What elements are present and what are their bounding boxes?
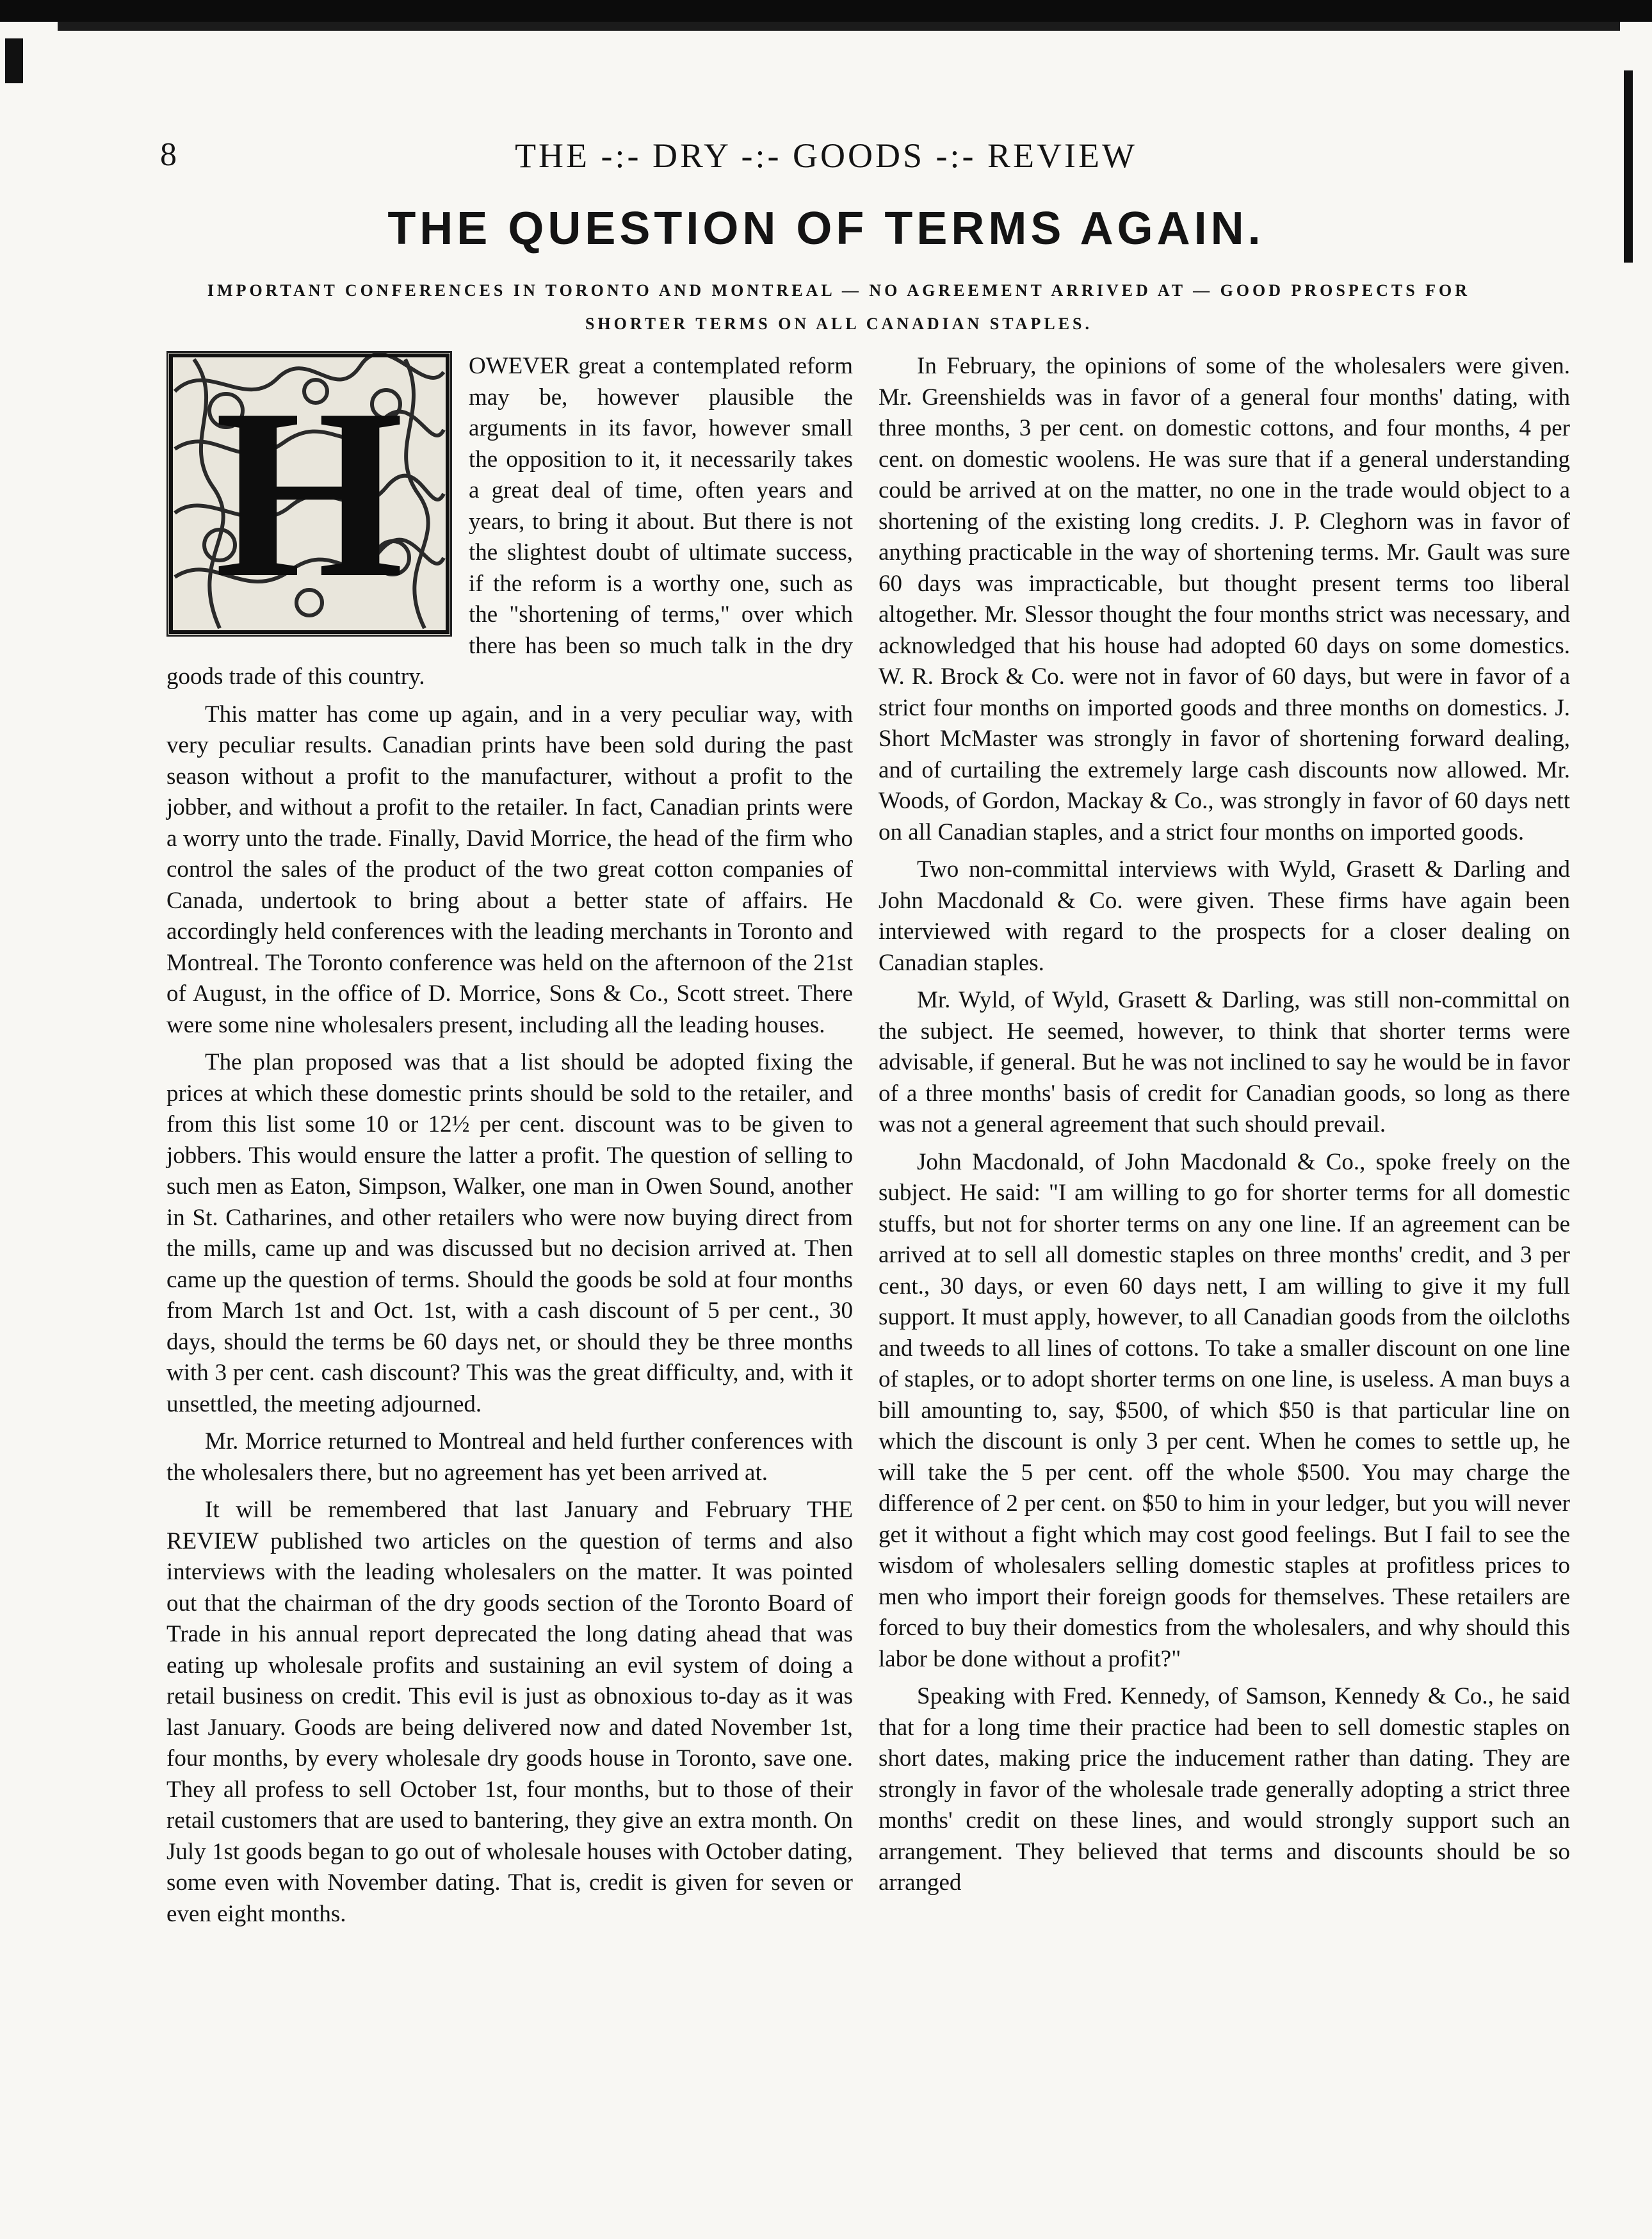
drop-cap-letter: H: [215, 359, 404, 628]
page-number: 8: [160, 136, 177, 173]
article-column-right: [879, 351, 1570, 1905]
article-paragraph: Two non-committal interviews with Wyld, Grasett & Darling and John Macdonald & Co. were given. These firms have again been interviewed with regard to the prospects for a closer dealing on Canadian staples.: [879, 856, 1570, 976]
article-paragraph: Mr. Wyld, of Wyld, Grasett & Darling, was still non-committal on the subject. He seemed, however, to think that shorter terms were advisable, if general. But he was not inclined to say he would be in favor of a three months' basis of credit for Canadian goods, so long as there was not a general agreement that such should prevail.: [879, 987, 1570, 1137]
running-header: THE -:- DRY -:- GOODS -:- REVIEW: [515, 136, 1137, 175]
article-paragraph: This matter has come up again, and in a very peculiar way, with very peculiar results. Canadian prints have been sold during the past season without a profit to the manufacturer, without a profit to the jobber, and without a profit to the retailer. In fact, Canadian prints were a worry unto the trade. Finally, David Morrice, the head of the firm who control the sales of the product of the two great cotton companies of Canada, undertook to bring about a better state of affairs. He accordingly held conferences with the leading merchants in Toronto and Montreal. The Toronto conference was held on the afternoon of the 21st of August, in the office of D. Morrice, Sons & Co., Scott street. There were some nine wholesalers present, including all the leading houses.: [166, 701, 853, 1038]
article-paragraph: The plan proposed was that a list should be adopted fixing the prices at which these domestic prints should be sold to the retailer, and from this list some 10 or 12½ per cent. discount was to be given to jobbers. This would ensure the latter a profit. The question of selling to such men as Eaton, Simpson, Walker, one man in Owen Sound, another in St. Catharines, and other retailers who were now buying direct from the mills, came up and was discussed but no decision arrived at. Then came up the question of terms. Should the goods be sold at four months from March 1st and Oct. 1st, with a cash discount of 5 per cent., 30 days, should the terms be 60 days net, or should they be three months with 3 per cent. cash discount? This was the great difficulty, and, with it unsettled, the meeting adjourned.: [166, 1049, 853, 1417]
article-headline: THE QUESTION OF TERMS AGAIN.: [387, 203, 1265, 254]
article-paragraph: John Macdonald, of John Macdonald & Co., spoke freely on the subject. He said: "I am willing to go for shorter terms for all domestic stuffs, but not for shorter terms on any one line. If an agreement can be arrived at to sell all domestic staples on three months' credit, and 3 per cent., 30 days, or even 60 days nett, I am willing to give it my full support. It must apply, however, to all Canadian goods from the oilcloths and tweeds to all lines of cottons. To take a smaller discount on one line of staples, or to adopt shorter terms on one line, is useless. A man buys a bill amounting to, say, $500, of which $50 is that particular line on which the discount is only 3 per cent. When he comes to settle up, he will take the 5 per cent. off the whole $500. You may charge the difference of 2 per cent. on $50 to him in your ledger, but you will never get it without a fight which may cost good feelings. But I fail to see the wisdom of wholesalers selling domestic staples at profitless prices to men who import their foreign goods for themselves. These retailers are forced to buy their domestics from the wholesalers, and why should this labor be done without a profit?": [879, 1148, 1570, 1672]
article-paragraph: Mr. Morrice returned to Montreal and held further conferences with the wholesalers there, but no agreement has yet been arrived at.: [166, 1428, 853, 1486]
article-paragraph: OWEVER great a contemplated reform may be, however plausible the arguments in its favor, however small the opposition to it, it necessarily takes a great deal of time, often years and years, to bring it about. But there is not the slightest doubt of ultimate success, if the reform is a worthy one, such as the "shortening of terms," over which there has been so much talk in the dry goods trade of this country.: [166, 353, 853, 690]
article-paragraph: Speaking with Fred. Kennedy, of Samson, Kennedy & Co., he said that for a long time their practice had been to sell domestic staples on short dates, making price the inducement rather than dating. They are strongly in favor of the wholesale trade generally adopting a strict three months' credit on these lines, and would strongly support such an arrangement. They believed that terms and discounts should be so arranged: [879, 1683, 1570, 1896]
article-column-left: [166, 351, 853, 1936]
scan-border-top-inner: [58, 22, 1620, 31]
article-paragraph: In February, the opinions of some of the wholesalers were given. Mr. Greenshields was in favor of a general four months' dating, with three months, 3 per cent. on domestic cottons, and four months, 4 per cent. on domestic woolens. He was sure that if a general understanding could be arrived at on the matter, no one in the trade would object to a shortening of the existing long credits. J. P. Cleghorn was in favor of anything practicable in the way of shortening terms. Mr. Gault was sure 60 days was impracticable, but thought present terms too liberal altogether. Mr. Slessor thought the four months strict was necessary, and acknowledged that his house had adopted 60 days on some domestics. W. R. Brock & Co. were not in favor of 60 days, but were in favor of a strict four months on imported goods and three months on domestics. J. Short McMaster was strongly in favor of shortening forward dealing, and of curtailing the extremely large cash discounts now allowed. Mr. Woods, of Gordon, Mackay & Co., was strongly in favor of 60 days nett on all Canadian staples, and a strict four months on imported goods.: [879, 353, 1570, 845]
article-subheadline: IMPORTANT CONFERENCES IN TORONTO AND MONTREAL — NO AGREEMENT ARRIVED AT — GOOD PROSPECTS FOR SHORTER TERMS ON ALL CANADIAN STAPLES.: [207, 281, 1471, 333]
scan-border-top: [0, 0, 1652, 22]
ornamental-drop-cap: [166, 351, 452, 637]
scan-edge-mark: [5, 38, 23, 83]
article-paragraph: It will be remembered that last January and February THE REVIEW published two articles on the question of terms and also interviews with the leading wholesalers on the matter. It was pointed out that the chairman of the dry goods section of the Toronto Board of Trade in his annual report deprecated the long dating ahead that was eating up wholesale profits and sustaining an evil system of doing a retail business on credit. This evil is just as obnoxious to-day as it was last January. Goods are being delivered now and dated November 1st, four months, by every wholesale dry goods house in Toronto, save one. They all profess to sell October 1st, four months, but to those of their retail customers that are used to bantering, they give an extra month. On July 1st goods began to go out of wholesale houses with October dating, some even with November dating. That is, credit is given for seven or even eight months.: [166, 1497, 853, 1927]
